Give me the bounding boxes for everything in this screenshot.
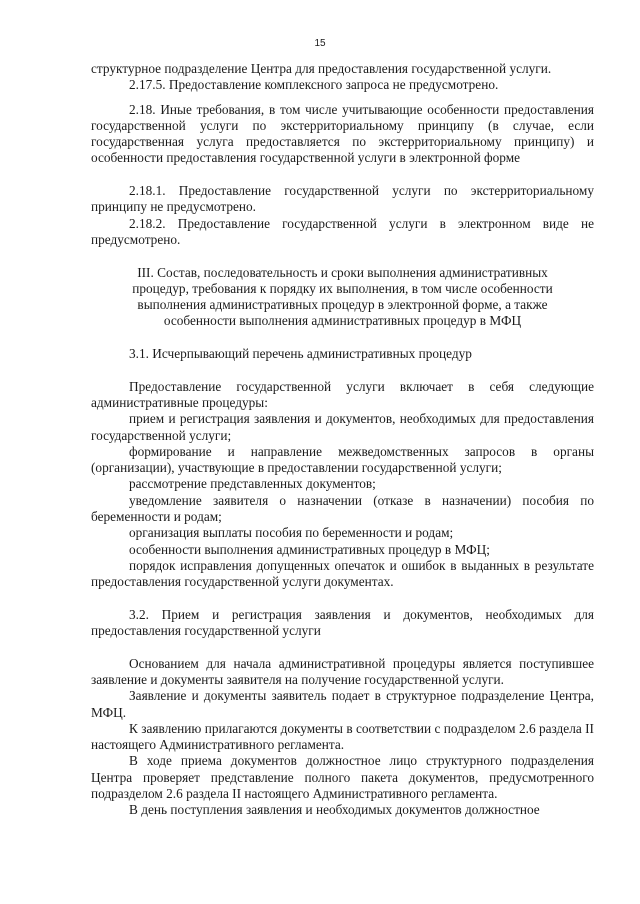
subsection-heading-3-1: 3.1. Исчерпывающий перечень административных процедур	[129, 346, 472, 362]
list-item: организация выплаты пособия по беременности и родам;	[129, 525, 454, 541]
list-item: уведомление заявителя о назначении (отказе в назначении) пособия по беременности и родам;	[91, 492, 594, 525]
list-item: особенности выполнения административных процедур в МФЦ;	[129, 541, 490, 557]
paragraph: Заявление и документы заявитель подает в структурное подразделение Центра, МФЦ.	[91, 688, 594, 720]
paragraph: К заявлению прилагаются документы в соответствии с подразделом 2.6 раздела II настоящего Административного регламента.	[91, 720, 594, 753]
list-item: прием и регистрация заявления и документов, необходимых для предоставления государственной услуги;	[91, 411, 594, 443]
paragraph: 2.18.2. Предоставление государственной услуги в электронном виде не предусмотрено.	[91, 215, 594, 247]
paragraph: В ходе приема документов должностное лицо структурного подразделения Центра проверяет представление полного пакета документов, предусмотренного подразделом 2.6 раздела II настоящего Административного регламента.	[91, 753, 594, 802]
paragraph: структурное подразделение Центра для предоставления государственной услуги.	[91, 61, 552, 76]
paragraph: Предоставление государственной услуги включает в себя следующие административные процедуры:	[91, 378, 594, 410]
list-item: рассмотрение представленных документов;	[129, 476, 376, 492]
section-heading-2-18: 2.18. Иные требования, в том числе учитывающие особенности предоставления государственной услуги по экстерриториальному принципу (в случае, если государственная услуга предоставляется по экстерриториальному принципу) и особенности предоставления государственной услуги в электронной форме	[91, 101, 594, 166]
paragraph: 2.18.1. Предоставление государственной услуги по экстерриториальному принципу не предусмотрено.	[91, 183, 594, 215]
page-number: 15	[314, 38, 326, 49]
list-item: формирование и направление межведомственных запросов в органы (организации), участвующие в предоставлении государственной услуги;	[91, 443, 594, 476]
document-body	[91, 61, 594, 819]
paragraph: Основанием для начала административной процедуры является поступившее заявление и документы заявителя на получение государственной услуги.	[91, 655, 594, 687]
paragraph: В день поступления заявления и необходимых документов должностное	[129, 802, 540, 818]
subsection-heading-3-2: 3.2. Прием и регистрация заявления и документов, необходимых для предоставления государственной услуги	[91, 606, 594, 639]
list-item: порядок исправления допущенных опечаток и ошибок в выданных в результате предоставления государственной услуги документах.	[91, 557, 594, 590]
paragraph: 2.17.5. Предоставление комплексного запроса не предусмотрено.	[129, 77, 499, 93]
section-heading-iii: III. Состав, последовательность и сроки выполнения административных процедур, требования к порядку их выполнения, в том числе особенности выполнения административных процедур в электронной форме, а также особенности выполнения административных процедур в МФЦ	[132, 264, 553, 329]
